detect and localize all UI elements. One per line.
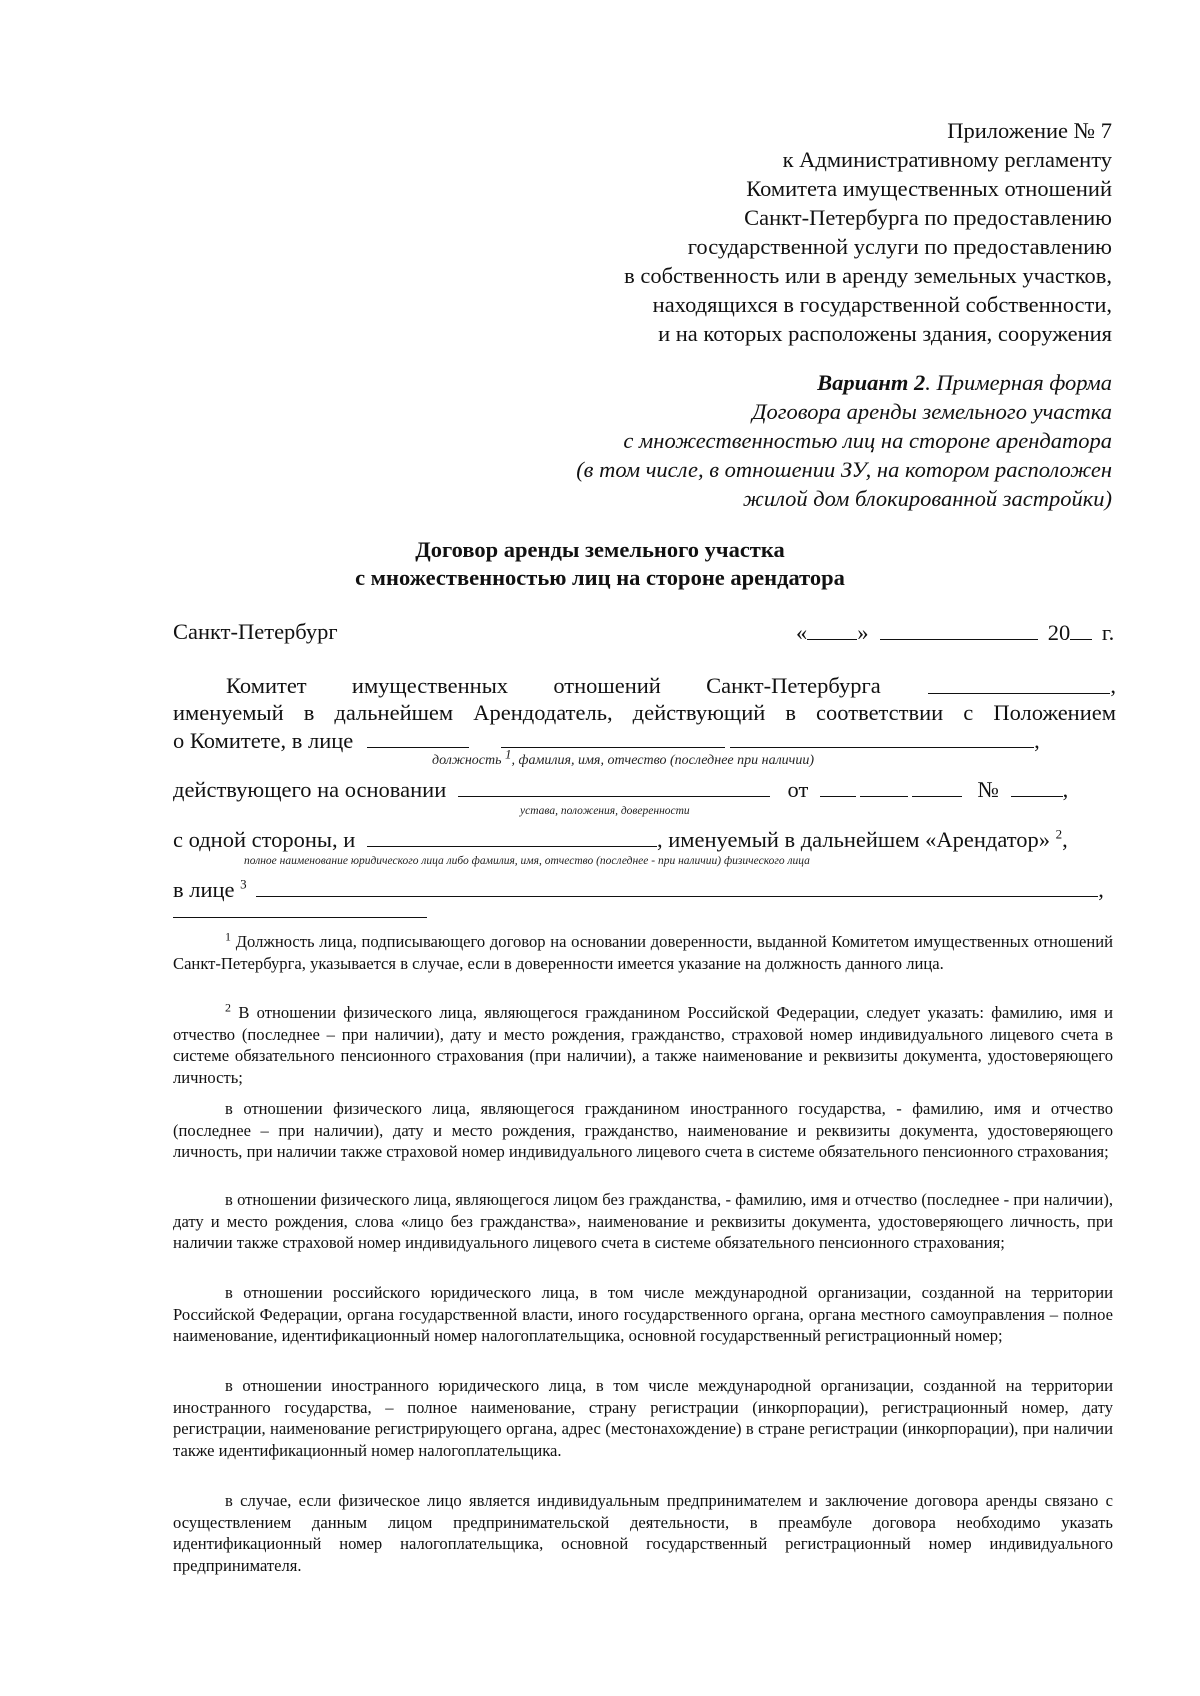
header-line: Приложение № 7: [947, 118, 1112, 143]
quote-close: »: [857, 620, 869, 645]
footnote-ref-3: 3: [240, 876, 247, 892]
in-person-short-line: [173, 876, 1104, 903]
variant-rest: . Примерная форма: [925, 370, 1112, 395]
footnote-para: в случае, если физическое лицо является индивидуальным предпринимателем и заключение договора аренды связано с осуществлением данным лицом предпринимательской деятельности, в преамбуле договора необходимо указать идентификационный номер налогоплательщика, основной государственный регистрационный номер индивидуального предпринимателя.: [173, 1491, 1113, 1575]
footnote-mark: 2: [225, 1000, 231, 1015]
tenant-blank[interactable]: [367, 826, 657, 847]
fio-blank[interactable]: [501, 727, 725, 748]
basis-day-blank[interactable]: [820, 776, 856, 797]
comma: ,: [1110, 673, 1116, 698]
footnote-text: В отношении физического лица, являющегося гражданином Российской Федерации, следует указать: фамилию, имя и отчество (последнее – при наличии), дату и место рождения, гражданство, страховой номер индивидуального лицевого счета в системе обязательного пенсионного страхования (при наличии), а также наименование и реквизиты документа, удостоверяющего личность;: [173, 1003, 1113, 1087]
committee-word: отношений: [553, 673, 661, 698]
basis-line: [173, 776, 1068, 803]
header-line: в собственность или в аренду земельных участков,: [624, 263, 1112, 288]
footnote-1: [173, 931, 1113, 974]
committee-word: имущественных: [351, 673, 509, 698]
basis-label: действующего на основании: [173, 777, 447, 802]
in-person-line: [173, 727, 1040, 754]
date-field[interactable]: [796, 619, 1114, 646]
year-blank[interactable]: [1070, 619, 1092, 640]
comma: ,: [1034, 728, 1040, 753]
header-line: находящихся в государственной собственности,: [652, 292, 1112, 317]
basis-caption: устава, положения, доверенности: [520, 805, 690, 817]
variant-line: жилой дом блокированной застройки): [742, 486, 1112, 511]
in-person-short-label: в лице: [173, 877, 235, 902]
variant-block: [576, 368, 1112, 513]
header-line: государственной услуги по предоставлению: [687, 234, 1112, 259]
committee-word: Комитет: [226, 673, 307, 698]
variant-line: с множественностью лиц на стороне арендатора: [623, 428, 1112, 453]
caption-fio: , фамилия, имя, отчество (последнее при наличии): [511, 753, 815, 768]
representative-blank[interactable]: [256, 876, 1098, 897]
variant-first-line: [576, 368, 1112, 397]
header-line: Санкт-Петербурга по предоставлению: [744, 205, 1112, 230]
year-prefix: 20: [1047, 620, 1071, 645]
one-side-label: с одной стороны, и: [173, 827, 356, 852]
basis-year-blank[interactable]: [912, 776, 962, 797]
tenant-caption: полное наименование юридического лица либо фамилия, имя, отчество (последнее - при наличии) физического лица: [244, 855, 810, 867]
committee-word: Санкт-Петербурга: [706, 673, 881, 698]
comma: ,: [1062, 827, 1068, 852]
named-landlord-line: именуемый в дальнейшем Арендодатель, действующий в соответствии с Положением: [173, 700, 1116, 725]
day-blank[interactable]: [807, 619, 857, 640]
title-line: Договор аренды земельного участка: [415, 537, 785, 562]
number-label: №: [977, 777, 1000, 802]
committee-blank-wrap: [926, 673, 1116, 699]
variant-line: (в том числе, в отношении ЗУ, на котором расположен: [576, 457, 1112, 482]
footnote-text: Должность лица, подписывающего договор на основании доверенности, выданной Комитетом имущественных отношений Санкт-Петербурга, указывается в случае, если в доверенности имеется указание на должность данного лица.: [173, 932, 1113, 973]
committee-line: [226, 673, 1116, 699]
in-person-label: о Комитете, в лице: [173, 728, 354, 753]
comma: ,: [1098, 877, 1104, 902]
footnote-separator: [173, 917, 427, 918]
footnote-ref-2: 2: [1055, 826, 1063, 842]
named-tenant: , именуемый в дальнейшем «Арендатор»: [656, 827, 1051, 852]
document-title: [0, 536, 1200, 592]
footnote-para: в отношении физического лица, являющегося лицом без гражданства, - фамилию, имя и отчество (последнее - при наличии), дату и место рождения, слова «лицо без гражданства», наименование и реквизиты документа, удостоверяющего личность, при наличии также страховой номер индивидуального лицевого счета в системе обязательного пенсионного страхования;: [173, 1190, 1113, 1252]
footnote-para: в отношении иностранного юридического лица, в том числе международной организации, созданной на территории иностранного государства, – полное наименование, страну регистрации (инкорпорации), регистрационный номер, дату регистрации, наименование регистрирующего органа, адрес (местонахождение) в стране регистрации (инкорпорации), при наличии также идентификационный номер налогоплательщика.: [173, 1376, 1113, 1460]
year-suffix: г.: [1101, 620, 1115, 645]
position-blank[interactable]: [367, 727, 469, 748]
basis-month-blank[interactable]: [860, 776, 908, 797]
footnote-para: в отношении российского юридического лица, в том числе международной организации, созданной на территории Российской Федерации, органа государственной власти, иного государственного органа, органа местного самоуправления – полное наименование, идентификационный номер налогоплательщика, основной государственный регистрационный номер;: [173, 1283, 1113, 1345]
quote-open: «: [796, 620, 808, 645]
basis-number-blank[interactable]: [1011, 776, 1063, 797]
caption-position: должность: [432, 753, 502, 768]
title-line: с множественностью лиц на стороне арендатора: [355, 565, 845, 590]
footnote-mark: 1: [225, 929, 231, 944]
variant-line: Договора аренды земельного участка: [752, 399, 1112, 424]
from-label: от: [787, 777, 809, 802]
footnote-para: в отношении физического лица, являющегося гражданином иностранного государства, - фамилию, имя и отчество (последнее – при наличии), дату и место рождения, гражданство, наименование и реквизиты документа, удостоверяющего личность, при наличии также страховой номер индивидуального лицевого счета в системе обязательного пенсионного страхования;: [173, 1099, 1113, 1161]
footnote-ref-1: 1: [505, 746, 512, 762]
basis-blank[interactable]: [458, 776, 770, 797]
city-label: Санкт-Петербург: [173, 619, 338, 644]
header-line: к Административному регламенту: [782, 147, 1112, 172]
comma: ,: [1062, 777, 1069, 802]
header-line: и на которых расположены здания, сооружения: [658, 321, 1112, 346]
month-blank[interactable]: [880, 619, 1038, 640]
variant-bold: Вариант 2: [817, 370, 926, 395]
footnote-2: [173, 1002, 1113, 1088]
fio-blank-2[interactable]: [730, 727, 1034, 748]
position-caption: [432, 746, 815, 769]
header-line: Комитета имущественных отношений: [746, 176, 1112, 201]
appendix-header: [624, 116, 1112, 348]
tenant-line: [173, 826, 1068, 853]
committee-blank[interactable]: [928, 673, 1110, 694]
